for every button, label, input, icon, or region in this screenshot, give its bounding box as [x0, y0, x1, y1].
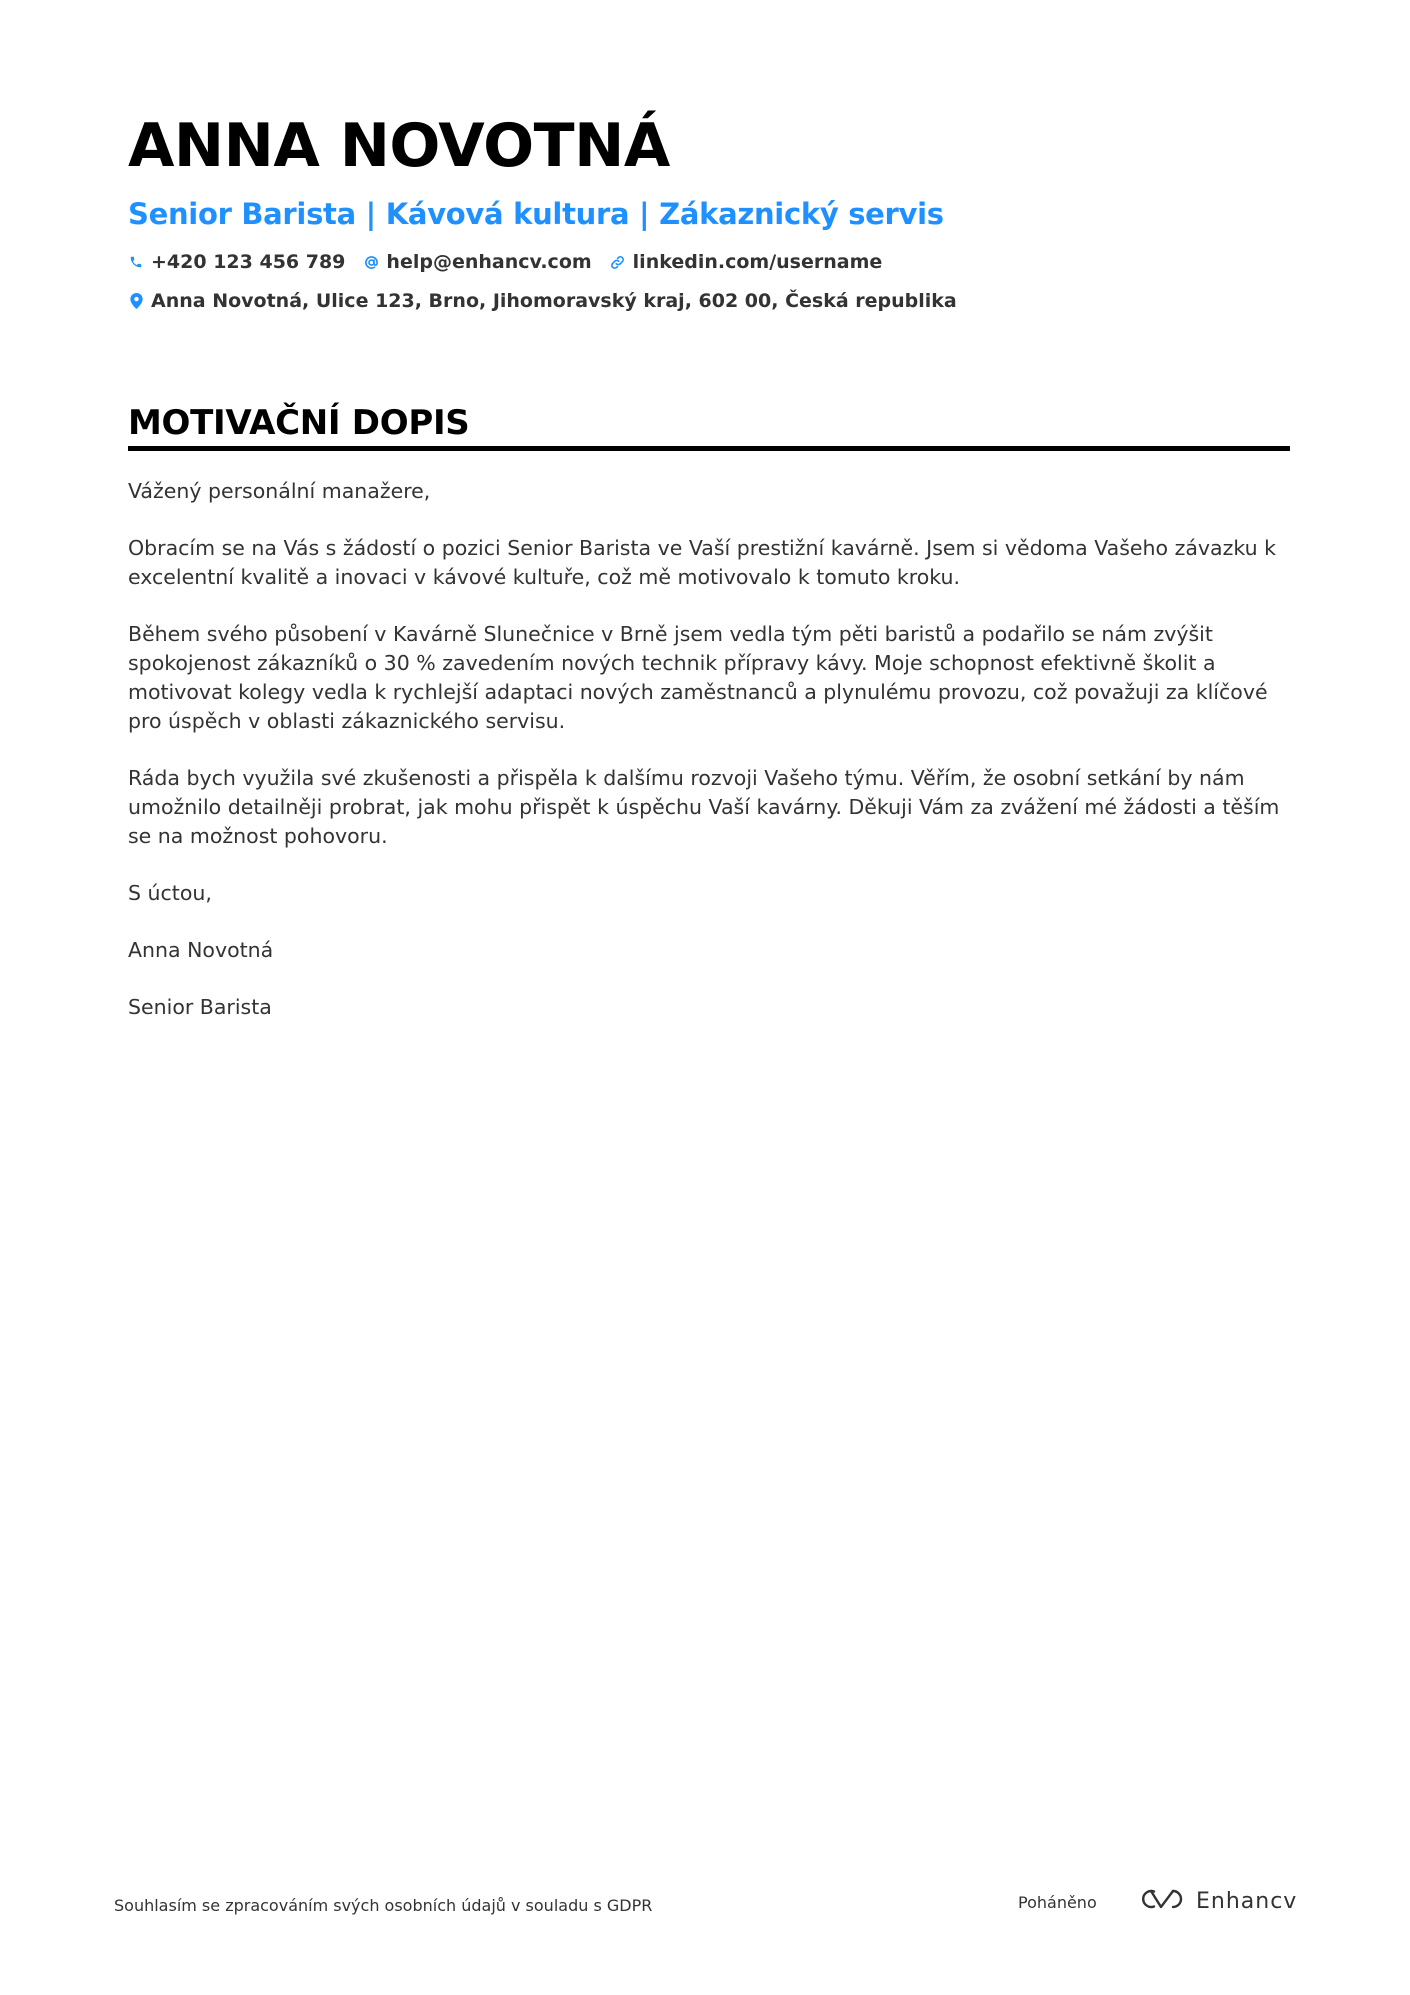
letter-paragraph: Obracím se na Vás s žádostí o pozici Senior Barista ve Vaší prestižní kavárně. Jsem si vědoma Vašeho závazku k excelentní kvalitě a inovaci v kávové kultuře, což mě motivovalo k tomuto kroku.	[128, 536, 1276, 589]
candidate-name: ANNA NOVOTNÁ	[128, 111, 670, 181]
powered-by-label: Poháněno	[1018, 1893, 1097, 1912]
letter-paragraph: Ráda bych využila své zkušenosti a přispěla k dalšímu rozvoji Vašeho týmu. Věřím, že osobní setkání by nám umožnilo detailněji probrat, jak mohu přispět k úspěchu Vaší kavárny. Děkuji Vám za zvážení mé žádosti a těším se na možnost pohovoru.	[128, 766, 1280, 848]
letter-closing: S úctou,	[128, 881, 212, 905]
enhancv-logo-icon	[1138, 1887, 1184, 1915]
phone-icon	[128, 254, 144, 270]
contact-row-address	[128, 289, 1290, 313]
section-divider	[128, 446, 1290, 451]
section-title: MOTIVAČNÍ DOPIS	[128, 403, 470, 443]
email-address[interactable]: help@enhancv.com	[386, 251, 592, 273]
postal-address: Anna Novotná, Ulice 123, Brno, Jihomoravský kraj, 602 00, Česká republika	[151, 290, 957, 312]
link-icon	[610, 254, 626, 270]
enhancv-logo[interactable]	[1138, 1887, 1297, 1915]
gdpr-consent: Souhlasím se zpracováním svých osobních údajů v souladu s GDPR	[114, 1896, 653, 1915]
letter-greeting: Vážený personální manažere,	[128, 479, 431, 503]
contact-linkedin[interactable]	[610, 251, 883, 273]
linkedin-url[interactable]: linkedin.com/username	[632, 251, 883, 273]
location-pin-icon	[128, 293, 144, 309]
phone-number: +420 123 456 789	[151, 251, 346, 273]
signature-title: Senior Barista	[128, 995, 272, 1019]
letter-paragraph: Během svého působení v Kavárně Slunečnice v Brně jsem vedla tým pěti baristů a podařilo se nám zvýšit spokojenost zákazníků o 30 % zavedením nových technik přípravy kávy. Moje schopnost efektivně školit a motivovat kolegy vedla k rychlejší adaptaci nových zaměstnanců a plynulému provozu, což považuji za klíčové pro úspěch v oblasti zákaznického servisu.	[128, 622, 1268, 733]
contact-phone	[128, 251, 345, 273]
contact-address	[128, 290, 957, 312]
contact-email[interactable]	[363, 251, 591, 273]
letter-body	[128, 477, 1290, 1022]
enhancv-brand-name: Enhancv	[1196, 1888, 1298, 1914]
signature-name: Anna Novotná	[128, 938, 274, 962]
contact-row-primary	[128, 250, 1290, 274]
cover-letter-page	[128, 108, 1290, 1050]
candidate-headline: Senior Barista | Kávová kultura | Zákaznický servis	[128, 197, 944, 231]
at-icon	[363, 254, 379, 270]
